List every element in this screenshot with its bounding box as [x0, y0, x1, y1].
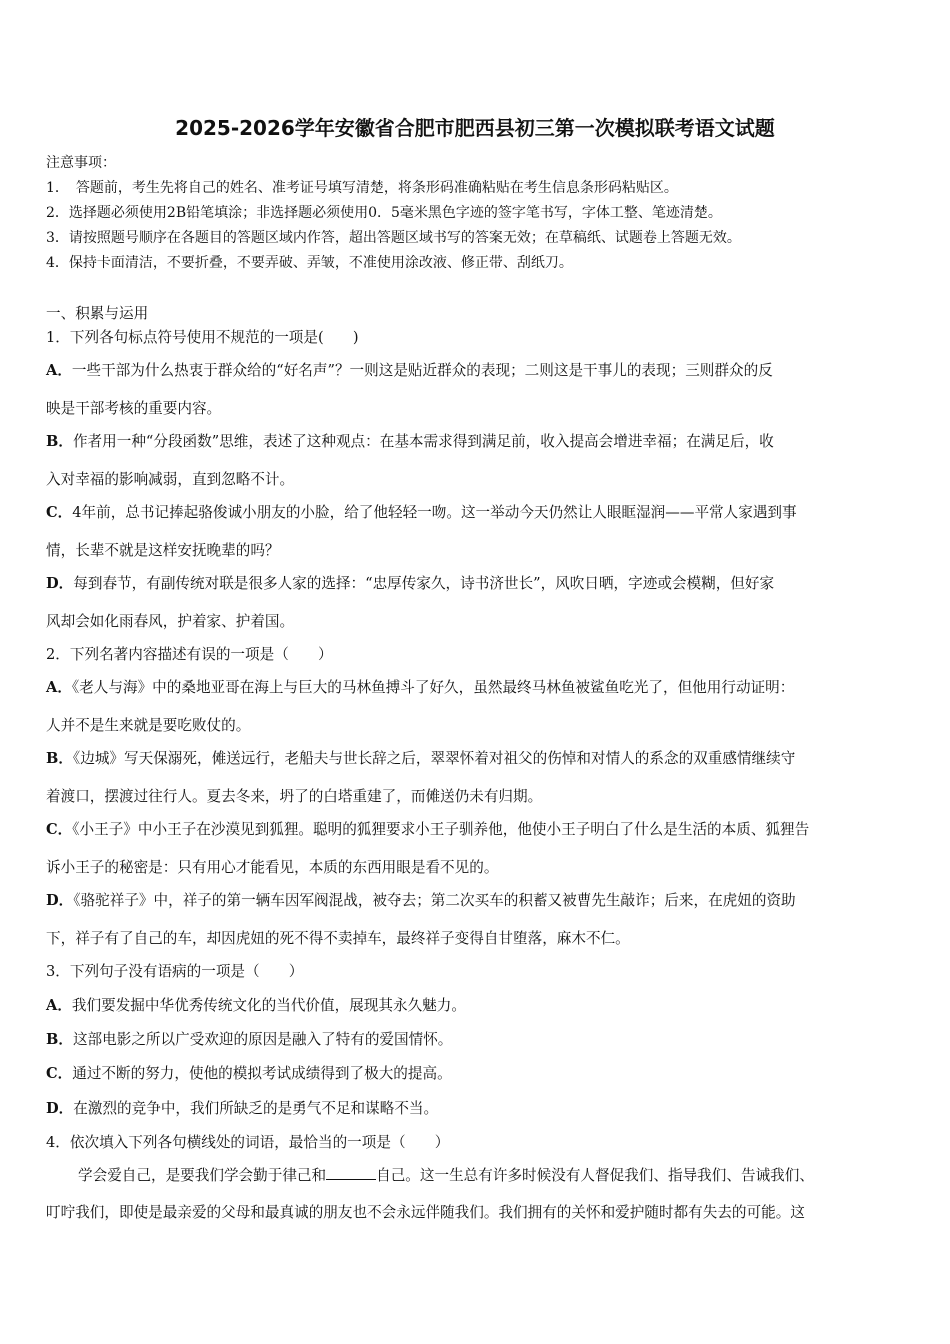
- question-stem: 1．下列各句标点符号使用不规范的一项是( ): [46, 329, 359, 346]
- option-continuation: 映是干部考核的重要内容。: [46, 400, 222, 417]
- option-label: A．: [46, 997, 72, 1014]
- option-b: [46, 747, 795, 768]
- passage-text: 学会爱自己，是要我们学会勤于律己和: [78, 1167, 327, 1184]
- passage-line: 叮咛我们，即使是最亲爱的父母和最真诚的朋友也不会永远伴随我们。我们拥有的关怀和爱护随时都有失去的可能。这: [46, 1204, 805, 1221]
- option-label: C．: [46, 821, 73, 838]
- question-stem: 4．依次填入下列各句横线处的词语，最恰当的一项是（ ）: [46, 1134, 450, 1151]
- option-a: [46, 994, 466, 1015]
- option-label: A．: [46, 679, 72, 696]
- option-b: [46, 430, 774, 451]
- option-label: B．: [46, 1031, 73, 1048]
- option-text: 《老人与海》中的桑地亚哥在海上与巨大的马林鱼搏斗了好久，虽然最终马林鱼被鲨鱼吃光了，但他用行动证明：: [71, 679, 795, 696]
- note-item: 3．请按照题号顺序在各题目的答题区域内作答，超出答题区域书写的答案无效；在草稿纸、试题卷上答题无效。: [46, 230, 741, 246]
- option-c: [46, 1062, 452, 1083]
- option-text: 通过不断的努力，使他的模拟考试成绩得到了极大的提高。: [72, 1065, 452, 1082]
- note-item: 1． 答题前，考生先将自己的姓名、准考证号填写清楚，将条形码准确粘贴在考生信息条形码粘贴区。: [46, 180, 678, 196]
- option-text: 这部电影之所以广受欢迎的原因是融入了特有的爱国情怀。: [72, 1031, 453, 1048]
- option-d: [46, 572, 774, 593]
- fill-blank: [326, 1167, 376, 1180]
- option-label: C．: [46, 504, 73, 521]
- option-label: B．: [46, 750, 73, 767]
- question-stem: 3．下列句子没有语病的一项是（ ）: [46, 963, 304, 980]
- option-label: D．: [46, 1100, 74, 1117]
- passage-text: 自己。这一生总有许多时候没有人督促我们、指导我们、告诫我们、: [376, 1167, 814, 1184]
- option-continuation: 风却会如化雨春风，护着家、护着国。: [46, 613, 295, 630]
- option-c: [46, 818, 809, 839]
- option-d: [46, 889, 796, 910]
- note-item: 4．保持卡面清洁，不要折叠，不要弄破、弄皱，不准使用涂改液、修正带、刮纸刀。: [46, 255, 573, 271]
- page-title: 2025-2026学年安徽省合肥市肥西县初三第一次模拟联考语文试题: [175, 116, 775, 140]
- option-continuation: 着渡口，摆渡过往行人。夏去冬来，坍了的白塔重建了，而傩送仍未有归期。: [46, 788, 543, 805]
- option-text: 我们要发掘中华优秀传统文化的当代价值，展现其永久魅力。: [71, 997, 466, 1014]
- option-text: 《边城》写天保溺死，傩送远行，老船夫与世长辞之后，翠翠怀着对祖父的伤悼和对情人的系念的双重感情继续守: [72, 750, 796, 767]
- option-text: 4年前，总书记捧起骆俊诚小朋友的小脸，给了他轻轻一吻。这一举动今天仍然让人眼眶湿润——平常人家遇到事: [72, 504, 797, 521]
- option-label: C．: [46, 1065, 73, 1082]
- option-label: D．: [46, 892, 74, 909]
- option-b: [46, 1028, 452, 1049]
- option-text: 《骆驼祥子》中，祥子的第一辆车因军阀混战，被夺去；第二次买车的积蓄又被曹先生敲诈；后来，在虎妞的资助: [73, 892, 796, 909]
- option-continuation: 情，长辈不就是这样安抚晚辈的吗？: [46, 542, 280, 559]
- option-a: [46, 676, 794, 697]
- option-continuation: 诉小王子的秘密是：只有用心才能看见，本质的东西用眼是看不见的。: [46, 859, 499, 876]
- note-item: 2．选择题必须使用2B铅笔填涂；非选择题必须使用0．5毫米黑色字迹的签字笔书写，字体工整、笔迹清楚。: [46, 205, 722, 221]
- option-text: 作者用一种“分段函数”思维，表述了这种观点：在基本需求得到满足前，收入提高会增进幸福；在满足后，收: [72, 433, 774, 450]
- notes-heading: 注意事项：: [46, 155, 116, 171]
- option-continuation: 下，祥子有了自己的车，却因虎妞的死不得不卖掉车，最终祥子变得自甘堕落，麻木不仁。: [46, 930, 630, 947]
- option-a: [46, 359, 773, 380]
- option-text: 每到春节，有副传统对联是很多人家的选择：“忠厚传家久，诗书济世长”，风吹日晒，字迹或会模糊，但好家: [73, 575, 775, 592]
- option-label: D．: [46, 575, 74, 592]
- section-heading: 一、积累与运用: [46, 305, 149, 322]
- option-text: 一些干部为什么热衷于群众给的“好名声”？一则这是贴近群众的表现；二则这是干事儿的表现；三则群众的反: [71, 362, 773, 379]
- option-label: B．: [46, 433, 73, 450]
- question-stem: 2．下列名著内容描述有误的一项是（ ）: [46, 646, 333, 663]
- option-label: A．: [46, 362, 72, 379]
- passage-line: [78, 1164, 814, 1185]
- option-continuation: 人并不是生来就是要吃败仗的。: [46, 717, 251, 734]
- option-text: 在激烈的竞争中，我们所缺乏的是勇气不足和谋略不当。: [73, 1100, 439, 1117]
- option-continuation: 入对幸福的影响减弱，直到忽略不计。: [46, 471, 295, 488]
- option-text: 《小王子》中小王子在沙漠见到狐狸。聪明的狐狸要求小王子驯养他，他使小王子明白了什么是生活的本质、狐狸告: [72, 821, 810, 838]
- option-d: [46, 1097, 438, 1118]
- option-c: [46, 501, 797, 522]
